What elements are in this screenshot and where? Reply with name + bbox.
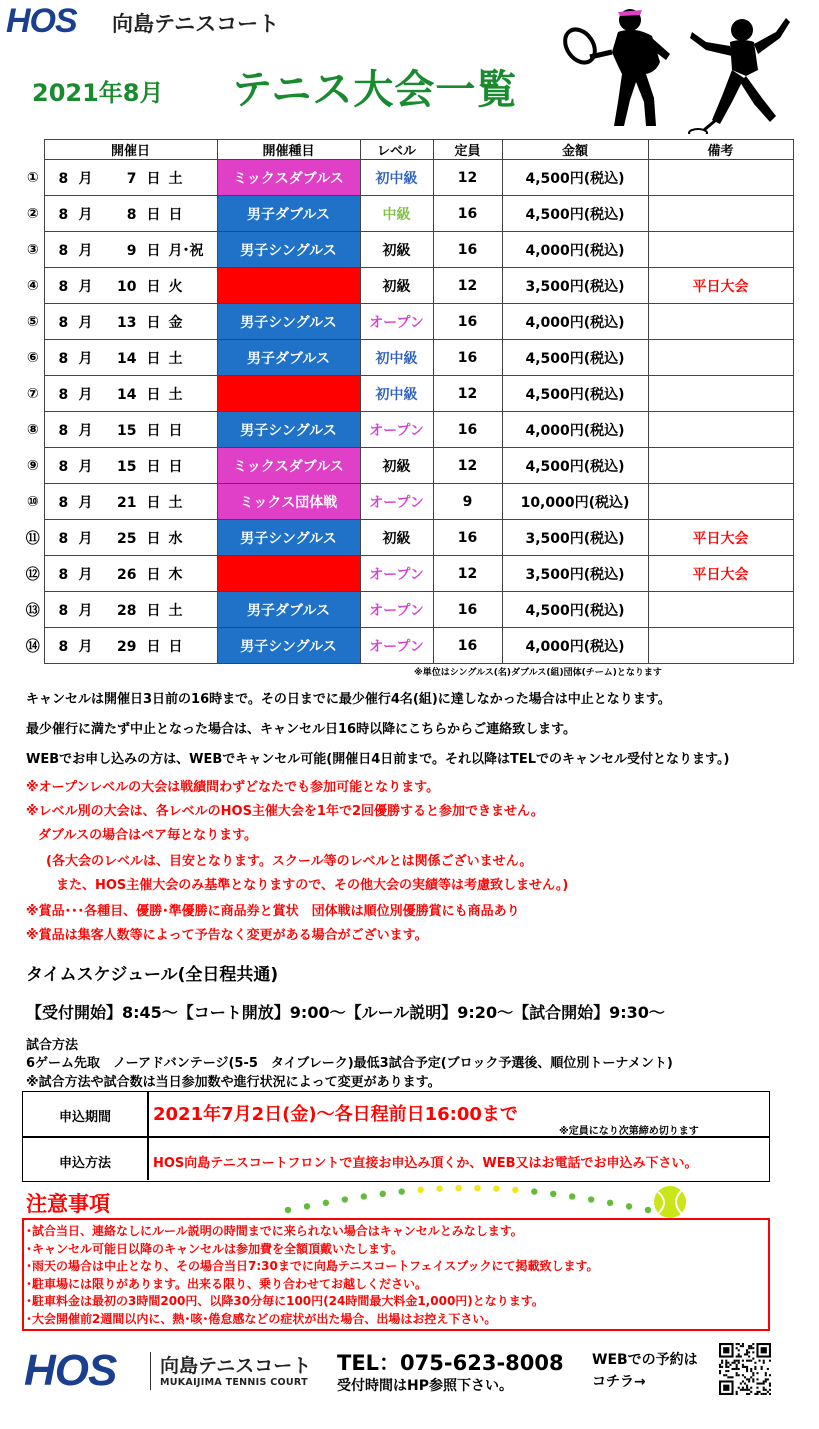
row-date [44, 196, 217, 232]
row-price: 4,500円(税込) [502, 448, 648, 484]
schedule-title: タイムスケジュール(全日程共通) [26, 965, 279, 985]
table-row [22, 628, 793, 664]
date-weekday: 土 [168, 386, 183, 403]
date-day: 14 [117, 386, 137, 403]
date-month: 8 [58, 638, 69, 655]
date-day-unit: 日 [146, 242, 161, 259]
web-booking-line2: コチラ→ [592, 1374, 646, 1390]
title-year: 2021年8月 [32, 79, 164, 107]
date-day-unit: 日 [146, 458, 161, 475]
row-number: ⑫ [25, 566, 40, 583]
application-period-value: 2021年7月2日(金)～各日程前日16:00まで [153, 1104, 518, 1125]
footer-court-name-en: MUKAIJIMA TENNIS COURT [160, 1377, 308, 1388]
application-period-note: ※定員になり次第締め切ります [559, 1126, 699, 1137]
date-day: 21 [117, 494, 137, 511]
date-month: 8 [58, 602, 69, 619]
row-level: オープン [360, 304, 433, 340]
row-level: オープン [360, 484, 433, 520]
header-price: 金額 [502, 140, 648, 160]
date-month: 8 [58, 242, 69, 259]
date-day-unit: 日 [146, 638, 161, 655]
row-event-type: ミックスダブルス [217, 448, 360, 484]
footer-phone[interactable]: TEL：075-623-8008 [337, 1351, 564, 1375]
date-weekday: 土 [168, 170, 183, 187]
info-cancel-deadline: キャンセルは開催日3日前の16時まで。その日までに最少催行4名(組)に達しなかった場合は中止となります。 [26, 692, 671, 707]
row-date [44, 448, 217, 484]
row-note: 平日大会 [648, 520, 793, 556]
date-month: 8 [58, 206, 69, 223]
table-row [22, 448, 793, 484]
row-event-type: 男子シングルス [217, 304, 360, 340]
row-number: ⑧ [26, 421, 39, 438]
row-note [648, 160, 793, 196]
date-month: 8 [58, 566, 69, 583]
qr-code-icon[interactable] [719, 1343, 771, 1395]
row-level: 初中級 [360, 160, 433, 196]
date-day-unit: 日 [146, 422, 161, 439]
row-price: 4,000円(税込) [502, 304, 648, 340]
date-month: 8 [58, 494, 69, 511]
date-day: 26 [117, 566, 137, 583]
table-row [22, 376, 793, 412]
date-weekday: 土 [168, 494, 183, 511]
date-weekday: 木 [168, 566, 183, 583]
row-event-type: ミックスダブルス [217, 160, 360, 196]
caution-item: ･試合当日、連絡なしにルール説明の時間までに来られない場合はキャンセルとみなします。 [26, 1224, 523, 1238]
row-event-type: 女子シングルス [217, 268, 360, 304]
date-month: 8 [58, 314, 69, 331]
date-weekday: 日 [168, 458, 183, 475]
row-note [648, 628, 793, 664]
header-date: 開催日 [44, 140, 217, 160]
date-day-unit: 日 [146, 530, 161, 547]
row-event-type: 女子シングルス [217, 556, 360, 592]
row-quota: 12 [433, 268, 502, 304]
row-level: オープン [360, 412, 433, 448]
table-row [22, 556, 793, 592]
date-day: 10 [117, 278, 137, 295]
row-quota: 16 [433, 304, 502, 340]
date-day: 15 [117, 458, 137, 475]
row-level: オープン [360, 592, 433, 628]
row-note [648, 376, 793, 412]
row-price: 4,000円(税込) [502, 232, 648, 268]
date-weekday: 日 [168, 638, 183, 655]
date-month-unit: 月 [78, 494, 93, 511]
row-number: ⑥ [26, 349, 39, 366]
header-event: 開催種目 [217, 140, 360, 160]
table-row [22, 520, 793, 556]
row-note [648, 196, 793, 232]
row-note [648, 412, 793, 448]
date-month-unit: 月 [78, 206, 93, 223]
row-event-type: ミックス団体戦 [217, 484, 360, 520]
tennis-player-silhouette-icon [686, 12, 796, 134]
row-event-type: 男子シングルス [217, 232, 360, 268]
table-row [22, 196, 793, 232]
date-day-unit: 日 [146, 206, 161, 223]
row-level: 初中級 [360, 376, 433, 412]
header-court-name: 向島テニスコート [112, 12, 280, 36]
header-spacer [22, 140, 44, 160]
footer-hours-note: 受付時間はHP参照下さい。 [337, 1378, 513, 1394]
hos-logo: HOS [6, 2, 77, 40]
row-price: 4,500円(税込) [502, 376, 648, 412]
date-day: 29 [117, 638, 137, 655]
table-row [22, 592, 793, 628]
table-row [22, 268, 793, 304]
caution-item: ･駐車料金は最初の3時間200円、以降30分毎に100円(24時間最大料金1,000円)となります。 [26, 1294, 544, 1309]
web-booking-line1: WEBでの予約は [592, 1352, 698, 1368]
info-web-cancel: WEBでお申し込みの方は、WEBでキャンセル可能(開催日4日前まで。それ以降はTELでのキャンセル受付となります。) [26, 752, 730, 767]
date-month: 8 [58, 278, 69, 295]
table-row [22, 484, 793, 520]
date-month: 8 [58, 170, 69, 187]
info-level-restriction: ※レベル別の大会は、各レベルのHOS主催大会を1年で2回優勝すると参加できません。 [26, 804, 544, 819]
date-month-unit: 月 [78, 638, 93, 655]
info-cancel-contact: 最少催行に満たず中止となった場合は、キャンセル日16時以降にこちらからご連絡致します。 [26, 722, 577, 737]
hos-logo: HOS [24, 1346, 117, 1395]
row-price: 3,500円(税込) [502, 520, 648, 556]
row-date [44, 268, 217, 304]
match-method-note: ※試合方法や試合数は当日参加数や進行状況によって変更があります。 [26, 1075, 441, 1090]
row-note [648, 304, 793, 340]
row-price: 4,000円(税込) [502, 628, 648, 664]
caution-item: ･大会開催前2週間以内に、熱･咳･倦怠感などの症状が出た場合、出場はお控え下さい。 [26, 1311, 497, 1326]
date-weekday: 火 [168, 278, 183, 295]
row-note: 平日大会 [648, 556, 793, 592]
row-level: 初中級 [360, 340, 433, 376]
application-box [22, 1091, 770, 1182]
date-month: 8 [58, 422, 69, 439]
date-day: 25 [117, 530, 137, 547]
row-date [44, 628, 217, 664]
date-day: 8 [126, 206, 137, 223]
row-date [44, 160, 217, 196]
row-quota: 12 [433, 556, 502, 592]
row-quota: 16 [433, 520, 502, 556]
row-event-type: 男子ダブルス [217, 340, 360, 376]
tennis-player-silhouette-icon [560, 2, 680, 130]
date-day-unit: 日 [146, 602, 161, 619]
row-quota: 16 [433, 592, 502, 628]
date-day-unit: 日 [146, 170, 161, 187]
row-date [44, 340, 217, 376]
caution-title: 注意事項 [26, 1192, 110, 1216]
table-row [22, 232, 793, 268]
date-day: 9 [126, 242, 137, 259]
header-notes: 備考 [648, 140, 793, 160]
footer-court-name: 向島テニスコート [160, 1355, 312, 1377]
application-method-label: 申込方法 [58, 1156, 111, 1171]
table-header-row [22, 140, 793, 160]
row-price: 10,000円(税込) [502, 484, 648, 520]
caution-item: ･キャンセル可能日以降のキャンセルは参加費を全額頂戴いたします。 [26, 1241, 404, 1256]
application-method-value: HOS向島テニスコートフロントで直接お申込み頂くか、WEB又はお電話でお申込み下さい。 [153, 1156, 698, 1171]
info-hos-criteria: また、HOS主催大会のみ基準となりますので、その他大会の実績等は考慮致しません。) [56, 878, 569, 893]
date-month-unit: 月 [78, 386, 93, 403]
date-month: 8 [58, 530, 69, 547]
row-number: ⑨ [26, 457, 39, 474]
row-price: 3,500円(税込) [502, 268, 648, 304]
date-day: 14 [117, 350, 137, 367]
row-number: ③ [26, 241, 39, 258]
row-quota: 9 [433, 484, 502, 520]
date-day: 13 [117, 314, 137, 331]
row-event-type: 男子シングルス [217, 520, 360, 556]
date-weekday: 日 [168, 206, 183, 223]
row-level: 中級 [360, 196, 433, 232]
caution-item: ･雨天の場合は中止となり、その場合当日7:30までに向島テニスコートフェイスブックにて掲載致します。 [26, 1259, 599, 1274]
info-doubles-pair: ダブルスの場合はペア毎となります。 [38, 828, 258, 843]
date-month-unit: 月 [78, 566, 93, 583]
row-number: ⑦ [26, 385, 39, 402]
row-price: 4,500円(税込) [502, 196, 648, 232]
row-price: 3,500円(税込) [502, 556, 648, 592]
date-month-unit: 月 [78, 458, 93, 475]
tennis-ball-dots-icon [280, 1180, 692, 1222]
row-quota: 16 [433, 196, 502, 232]
date-day: 7 [126, 170, 137, 187]
row-note [648, 340, 793, 376]
row-level: 初級 [360, 448, 433, 484]
row-date [44, 412, 217, 448]
info-open-level: ※オープンレベルの大会は戦績問わずどなたでも参加可能となります。 [26, 780, 440, 795]
date-month-unit: 月 [78, 422, 93, 439]
date-weekday: 水 [168, 530, 183, 547]
tournament-table [22, 139, 794, 664]
row-level: オープン [360, 628, 433, 664]
date-month-unit: 月 [78, 170, 93, 187]
row-quota: 12 [433, 376, 502, 412]
date-month-unit: 月 [78, 350, 93, 367]
row-price: 4,500円(税込) [502, 592, 648, 628]
date-day-unit: 日 [146, 494, 161, 511]
row-event-type: 男子シングルス [217, 412, 360, 448]
unit-note: ※単位はシングルス(名)ダブルス(組)団体(チーム)となります [414, 668, 662, 678]
row-price: 4,500円(税込) [502, 340, 648, 376]
info-level-guide: (各大会のレベルは、目安となります。スクール等のレベルとは関係ございません。 [46, 854, 533, 869]
row-number: ⑤ [26, 313, 39, 330]
date-weekday: 金 [168, 314, 183, 331]
row-level: 初級 [360, 268, 433, 304]
table-row [22, 304, 793, 340]
date-month-unit: 月 [78, 314, 93, 331]
web-booking-link[interactable] [592, 1349, 698, 1393]
application-period-label: 申込期間 [58, 1110, 111, 1125]
caution-item: ･駐車場には限りがあります。出来る限り、乗り合わせてお越しください。 [26, 1276, 428, 1291]
row-quota: 12 [433, 160, 502, 196]
date-day: 28 [117, 602, 137, 619]
row-number: ⑪ [25, 530, 40, 547]
row-number: ⑬ [25, 602, 40, 619]
date-day-unit: 日 [146, 386, 161, 403]
match-method-detail: 6ゲーム先取 ノーアドバンテージ(5-5 タイブレーク)最低3試合予定(ブロック予選後、順位別トーナメント) [26, 1056, 673, 1071]
footer-divider [150, 1352, 151, 1390]
date-weekday: 土 [168, 350, 183, 367]
row-quota: 16 [433, 412, 502, 448]
info-prizes: ※賞品･･･各種目、優勝･準優勝に商品券と賞状 団体戦は順位別優勝賞にも商品あり [26, 904, 520, 919]
page-title: テニス大会一覧 [232, 67, 518, 113]
header-quota: 定員 [433, 140, 502, 160]
header-level: レベル [360, 140, 433, 160]
row-number: ② [26, 205, 39, 222]
date-month: 8 [58, 458, 69, 475]
row-date [44, 376, 217, 412]
date-month-unit: 月 [78, 602, 93, 619]
row-note [648, 484, 793, 520]
date-month: 8 [58, 350, 69, 367]
date-month: 8 [58, 386, 69, 403]
table-row [22, 412, 793, 448]
row-date [44, 232, 217, 268]
date-weekday: 土 [168, 602, 183, 619]
date-day: 15 [117, 422, 137, 439]
info-prize-change: ※賞品は集客人数等によって予告なく変更がある場合がございます。 [26, 928, 428, 943]
row-note [648, 448, 793, 484]
date-day-unit: 日 [146, 314, 161, 331]
date-day-unit: 日 [146, 278, 161, 295]
date-month-unit: 月 [78, 530, 93, 547]
table-row [22, 340, 793, 376]
row-date [44, 520, 217, 556]
schedule-times: 【受付開始】8:45～【コート開放】9:00～【ルール説明】9:20～【試合開始】9:30～ [26, 1003, 665, 1022]
row-price: 4,000円(税込) [502, 412, 648, 448]
row-date [44, 484, 217, 520]
caution-box [22, 1218, 770, 1331]
row-quota: 16 [433, 628, 502, 664]
table-row [22, 160, 793, 196]
row-number: ⑭ [25, 638, 40, 655]
row-number: ⑩ [26, 493, 39, 510]
row-quota: 16 [433, 232, 502, 268]
row-date [44, 592, 217, 628]
row-event-type: 女子ダブルス [217, 376, 360, 412]
match-method-title: 試合方法 [26, 1038, 79, 1053]
row-level: 初級 [360, 520, 433, 556]
row-event-type: 男子ダブルス [217, 196, 360, 232]
row-date [44, 556, 217, 592]
row-quota: 16 [433, 340, 502, 376]
date-month-unit: 月 [78, 242, 93, 259]
date-weekday: 月･祝 [168, 242, 204, 259]
date-month-unit: 月 [78, 278, 93, 295]
row-note [648, 232, 793, 268]
row-event-type: 男子シングルス [217, 628, 360, 664]
row-note [648, 592, 793, 628]
row-number: ④ [26, 277, 39, 294]
row-level: オープン [360, 556, 433, 592]
row-level: 初級 [360, 232, 433, 268]
row-price: 4,500円(税込) [502, 160, 648, 196]
date-weekday: 日 [168, 422, 183, 439]
row-note: 平日大会 [648, 268, 793, 304]
row-date [44, 304, 217, 340]
date-day-unit: 日 [146, 350, 161, 367]
row-quota: 12 [433, 448, 502, 484]
row-event-type: 男子ダブルス [217, 592, 360, 628]
row-number: ① [26, 169, 39, 186]
date-day-unit: 日 [146, 566, 161, 583]
